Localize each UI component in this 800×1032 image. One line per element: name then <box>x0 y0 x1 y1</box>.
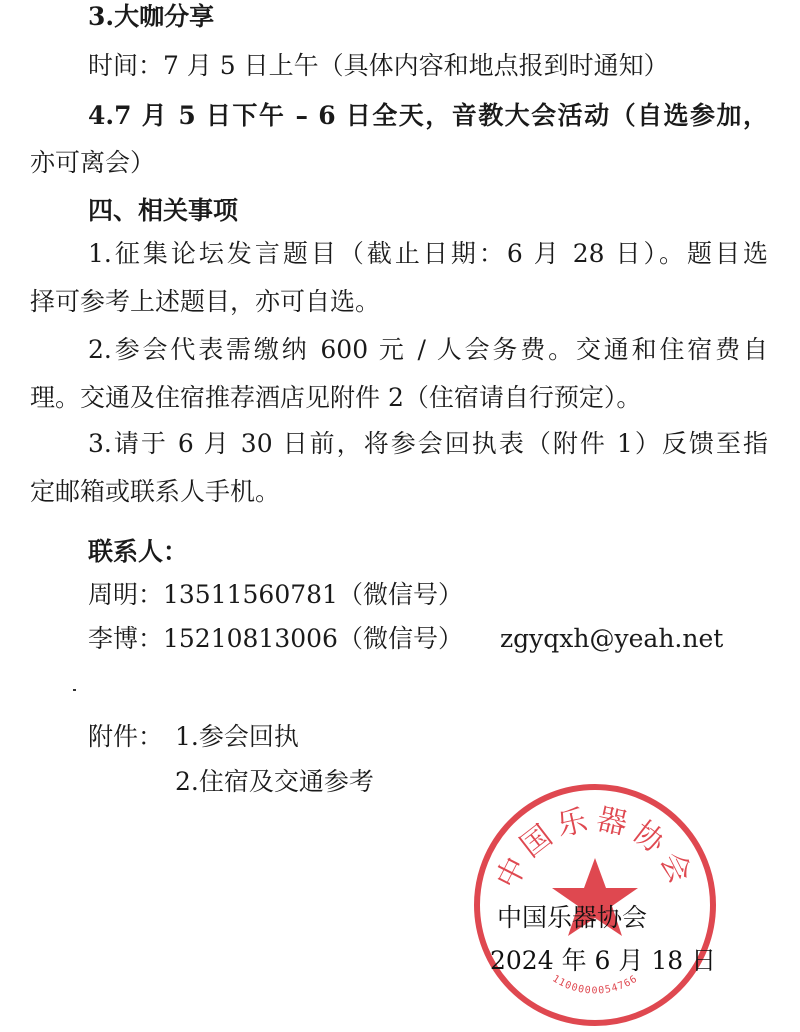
item-3-line-1: 3.请于 6 月 30 日前，将参会回执表（附件 1）反馈至指 <box>88 429 768 458</box>
seal-arc-text: 中国乐器协会 <box>489 801 701 895</box>
attachment-1: 1.参会回执 <box>175 722 299 751</box>
section-4-line-2: 亦可离会） <box>30 148 156 177</box>
item-2-line-1: 2.参会代表需缴纳 600 元 / 人会务费。交通和住宿费自 <box>88 335 768 364</box>
section-3-heading: 3.大咖分享 <box>88 2 215 31</box>
contact-li-bo: 李博：15210813006（微信号） <box>88 624 463 653</box>
item-1-line-1: 1.征集论坛发言题目（截止日期：6 月 28 日）。题目选 <box>88 239 768 268</box>
section-4-line-1: 4.7 月 5 日下午 – 6 日全天，音教大会活动（自选参加， <box>88 101 768 130</box>
stray-mark <box>73 689 76 691</box>
heading-related-matters: 四、相关事项 <box>88 196 239 225</box>
contacts-label: 联系人： <box>88 537 189 566</box>
signature-date: 2024 年 6 月 18 日 <box>490 946 717 975</box>
seal-number: 1100000054766 <box>550 973 640 997</box>
item-3-line-2: 定邮箱或联系人手机。 <box>30 477 281 506</box>
item-1-line-2: 择可参考上述题目，亦可自选。 <box>30 287 381 316</box>
contact-zhou-ming: 周明：13511560781（微信号） <box>88 580 463 609</box>
contact-email: zgyqxh@yeah.net <box>500 624 724 653</box>
signature-org: 中国乐器协会 <box>497 903 648 932</box>
attachment-2: 2.住宿及交通参考 <box>175 767 374 796</box>
section-3-time: 时间：7 月 5 日上午（具体内容和地点报到时通知） <box>88 51 669 80</box>
item-2-line-2: 理。交通及住宿推荐酒店见附件 2（住宿请自行预定）。 <box>30 383 642 412</box>
attachments-label: 附件： <box>88 722 164 751</box>
